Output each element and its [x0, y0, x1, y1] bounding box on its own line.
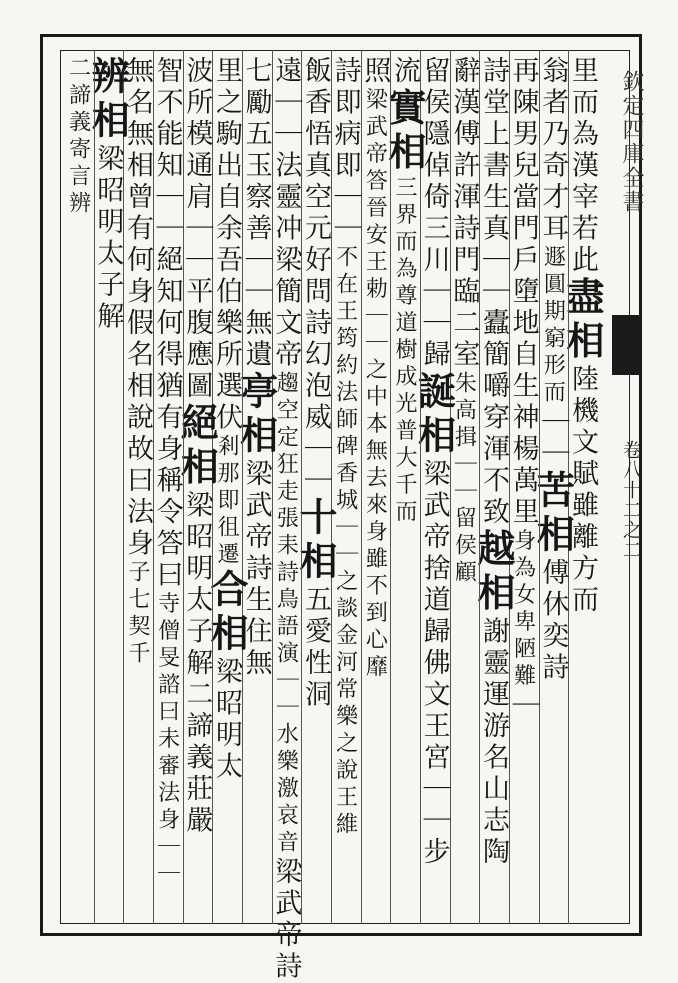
section-heading: 合相	[203, 569, 249, 657]
text-segment: 遠｜｜法靈冲梁簡文帝	[270, 56, 302, 371]
text-segment: 遯圓期窮形而	[540, 245, 566, 407]
text-segment: ｜｜	[537, 407, 569, 470]
section-heading: 絕相	[174, 402, 220, 491]
text-segment: 梁昭明太子解二諦義莊嚴	[181, 490, 213, 837]
text-segment: 梁武帝詩生住無	[240, 459, 272, 680]
text-segment: 梁昭明太子解	[92, 144, 124, 333]
text-segment: 留侯隱倬倚三川｜｜歸	[418, 56, 450, 371]
text-segment: 翁者乃奇才耳	[537, 56, 569, 245]
column-divider	[509, 50, 510, 924]
text-segment: 梁武帝答晉安王勅｜｜之中本無去來身雖不到心靡	[362, 87, 388, 682]
column-divider	[331, 50, 332, 924]
text-segment: 梁昭明太	[210, 657, 242, 783]
text-column	[66, 56, 94, 916]
column-divider	[94, 50, 95, 924]
text-segment: 梁武帝捨道歸佛文王宮｜｜步	[418, 459, 450, 869]
text-segment: 里之駒出自余吾伯樂所選伏	[210, 56, 242, 434]
section-heading: 誕相	[411, 371, 457, 459]
text-column	[233, 56, 279, 916]
text-column	[151, 56, 183, 916]
text-segment: 無名無相曾有何身假名相說故曰法身	[121, 56, 153, 560]
text-column	[359, 56, 391, 916]
section-heading: 亭相	[233, 371, 279, 459]
text-segment: 詩即病即｜｜	[329, 56, 361, 245]
text-segment: 子七契千	[124, 560, 150, 668]
text-segment: 身為女卑陋難	[510, 528, 536, 691]
column-divider	[479, 50, 480, 924]
text-segment: 辭漢傅許渾詩門臨二室	[448, 56, 480, 371]
text-column	[292, 56, 338, 916]
text-column	[381, 56, 427, 916]
column-divider	[153, 50, 154, 924]
text-column	[85, 56, 131, 916]
text-segment: 照	[359, 56, 391, 88]
section-heading: 苦相	[530, 470, 576, 558]
text-column	[270, 56, 302, 983]
text-column	[121, 56, 153, 916]
text-segment: 朱高揖｜｜留侯顧	[451, 371, 477, 587]
text-segment: 梁武帝詩	[270, 857, 302, 983]
section-heading: 十相	[292, 497, 338, 585]
text-segment: 傅休奕詩	[537, 558, 569, 684]
section-heading: 越相	[470, 528, 516, 617]
text-column	[448, 56, 480, 916]
text-segment: 不在王筠約法師碑香城｜｜之談金河常樂之說王維	[332, 245, 358, 839]
text-segment: 五愛性洞	[299, 585, 331, 711]
fishtail-mark	[612, 315, 642, 375]
text-segment: 流	[388, 56, 420, 88]
text-segment: 剎那即徂遷	[213, 434, 239, 569]
text-segment: 寺僧旻諮曰未審法身｜｜	[154, 591, 180, 889]
text-segment: 智不能知｜｜絕知何得猶有身稱令答曰	[151, 56, 183, 592]
text-column	[411, 56, 457, 916]
text-segment: 詩堂上書生真｜｜蠹簡嚼穿渾不致	[477, 56, 509, 529]
section-heading: 盡相	[559, 276, 605, 365]
text-segment: 謝靈運游名山志陶	[477, 616, 509, 869]
text-segment: ｜	[507, 690, 539, 722]
book-title: 欽定四庫全書	[619, 70, 644, 214]
text-segment: 再陳男兒當門戶墮地自生神楊萬里	[507, 56, 539, 529]
text-column	[470, 56, 516, 916]
column-divider	[390, 50, 391, 924]
column-divider	[242, 50, 243, 924]
volume-label: 卷八十二之二	[620, 440, 642, 560]
text-segment: 趨空定狂走張耒詩鳥語演｜｜水樂激哀音	[273, 371, 299, 857]
column-divider	[420, 50, 421, 924]
text-segment: 飯香悟真空元好問詩幻泡威｜｜	[299, 56, 331, 497]
column-divider	[301, 50, 302, 924]
text-column	[174, 56, 220, 916]
text-segment: 二諦義寄言辨	[65, 56, 91, 218]
text-segment: 三界而為尊道樹成光普大千而	[391, 175, 417, 527]
text-column	[507, 56, 539, 916]
text-segment: 波所模通肩｜｜平腹應圖	[181, 56, 213, 403]
page-margin	[612, 50, 642, 924]
section-heading: 實相	[381, 87, 427, 176]
column-divider	[123, 50, 124, 924]
text-segment: 七勵五玉察善｜｜無遺	[240, 56, 272, 371]
section-heading: 辨相	[85, 56, 131, 144]
text-segment: 里而為漢宰若此	[566, 56, 598, 277]
text-column	[329, 56, 361, 916]
text-segment: 陸機文賦雖離方而	[566, 364, 598, 617]
text-column	[530, 56, 576, 916]
